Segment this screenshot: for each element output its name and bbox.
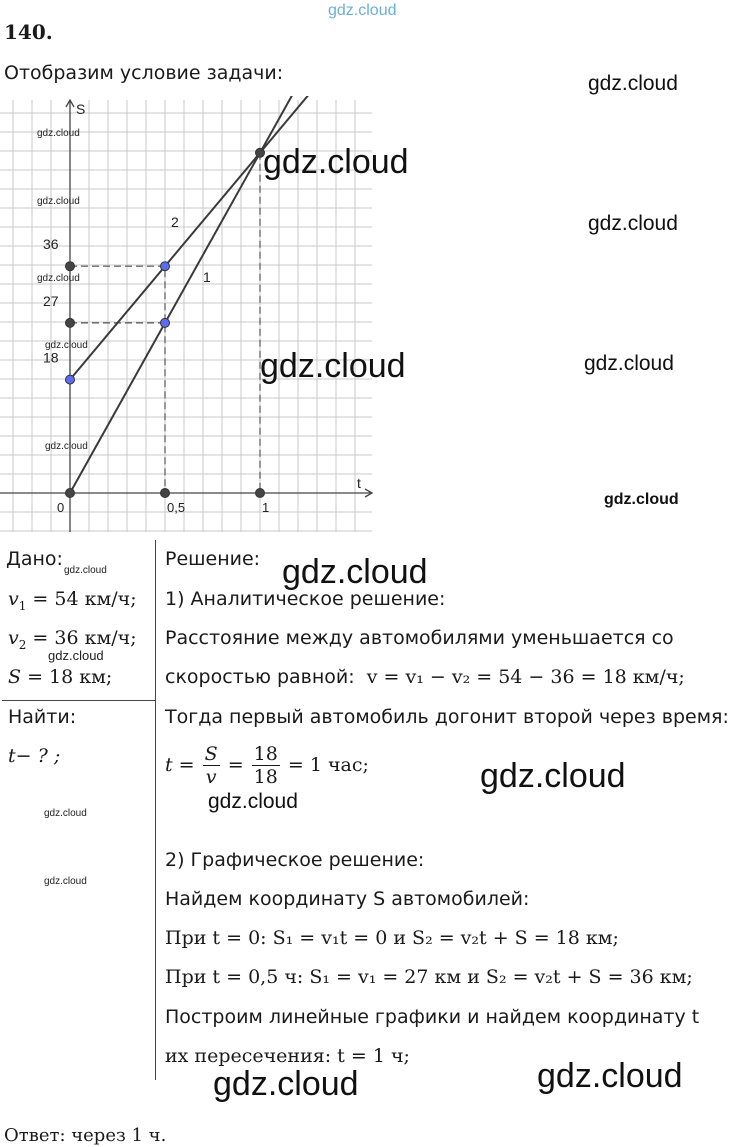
analytic-line3: Тогда первый автомобиль догонит второй через время: [165,706,729,728]
y-axis-label: S [76,101,86,117]
watermark-chart-1: gdz.cloud [37,128,80,139]
point-series2-half [161,262,170,271]
point-y27 [66,318,75,327]
analytic-title: 1) Аналитическое решение: [165,588,446,610]
x-tick-label: 0 [57,500,65,515]
watermark-right-2: gdz.cloud [588,212,678,235]
graphic-line2: При t = 0: S₁ = v₁t = 0 и S₂ = v₂t + S = 18 км; [165,927,619,949]
point-x1 [256,489,265,498]
fraction-18-over-18: $\frac{18}{18}$ [253,742,278,788]
point-series1-half [161,318,170,327]
intro-text: Отобразим условие задачи: [4,62,284,84]
watermark-large-2: gdz.cloud [260,347,406,385]
analytic-line1: Расстояние между автомобилями уменьшается со [165,627,674,649]
x-tick-label: 1 [262,500,270,515]
column-divider [155,540,156,1080]
answer: Ответ: через 1 ч. [4,1125,167,1146]
watermark-given: gdz.cloud [64,565,107,576]
watermark-large-1: gdz.cloud [263,143,409,181]
watermark-right-4: gdz.cloud [604,491,679,508]
watermark-find-2: gdz.cloud [44,876,87,887]
watermark-chart-4: gdz.cloud [45,340,88,351]
watermark-chart-2: gdz.cloud [37,196,80,207]
watermark-right-3: gdz.cloud [584,352,674,375]
point-series2-start [66,375,75,384]
series-label-2: 2 [171,214,179,230]
given-v1: $v_1 = 54$ км/ч; [8,588,137,613]
watermark-find-1: gdz.cloud [44,808,87,819]
graphic-title: 2) Графическое решение: [165,849,425,871]
watermark-top: gdz.cloud [328,2,397,19]
y-tick-label: 36 [43,236,59,253]
graphic-line1: Найдем координату S автомобилей: [165,888,530,910]
problem-number: 140. [4,20,53,44]
watermark-given-2: gdz.cloud [48,648,104,663]
graphic-line5: их пересечения: t = 1 ч; [165,1045,410,1067]
find-value: t− ? ; [8,745,61,767]
watermark-chart-5: gdz.cloud [45,441,88,452]
watermark-bottom-2: gdz.cloud [537,1057,683,1095]
watermark-bottom-1: gdz.cloud [213,1065,359,1103]
watermark-chart-3: gdz.cloud [37,273,80,284]
y-tick-label: 18 [43,349,59,366]
given-title: Дано: [6,548,63,570]
given-v2: $v_2 = 36$ км/ч; [8,627,137,652]
given-divider [2,700,155,701]
point-origin [66,489,75,498]
watermark-solution-3: gdz.cloud [480,757,626,795]
x-axis-label: t [357,475,361,491]
point-y36 [66,262,75,271]
series-line-2 [70,96,313,380]
series-label-1: 1 [203,269,211,285]
analytic-line2: скоростью равной: v = v₁ − v₂ = 54 − 36 = 18 км/ч; [165,666,685,688]
watermark-solution-1: gdz.cloud [282,553,428,591]
find-title: Найти: [8,706,77,728]
watermark-solution-2: gdz.cloud [208,790,298,813]
fraction-s-over-v: $\frac{S}{v}$ [204,742,218,788]
watermark-right-1: gdz.cloud [588,72,678,95]
graphic-line3: При t = 0,5 ч: S₁ = v₁ = 27 км и S₂ = v₂t + S = 36 км; [165,966,693,988]
point-x05 [161,489,170,498]
solution-title: Решение: [165,548,261,570]
x-tick-label: 0,5 [167,500,186,515]
guide-36 [70,266,165,493]
time-formula: t = $\frac{S}{v}$ = $\frac{18}{18}$ = 1 час; [165,742,369,788]
y-tick-label: 27 [43,292,59,309]
graphic-line4: Построим линейные графики и найдем координату t [165,1006,700,1028]
given-s: S = 18 км; [8,666,113,688]
